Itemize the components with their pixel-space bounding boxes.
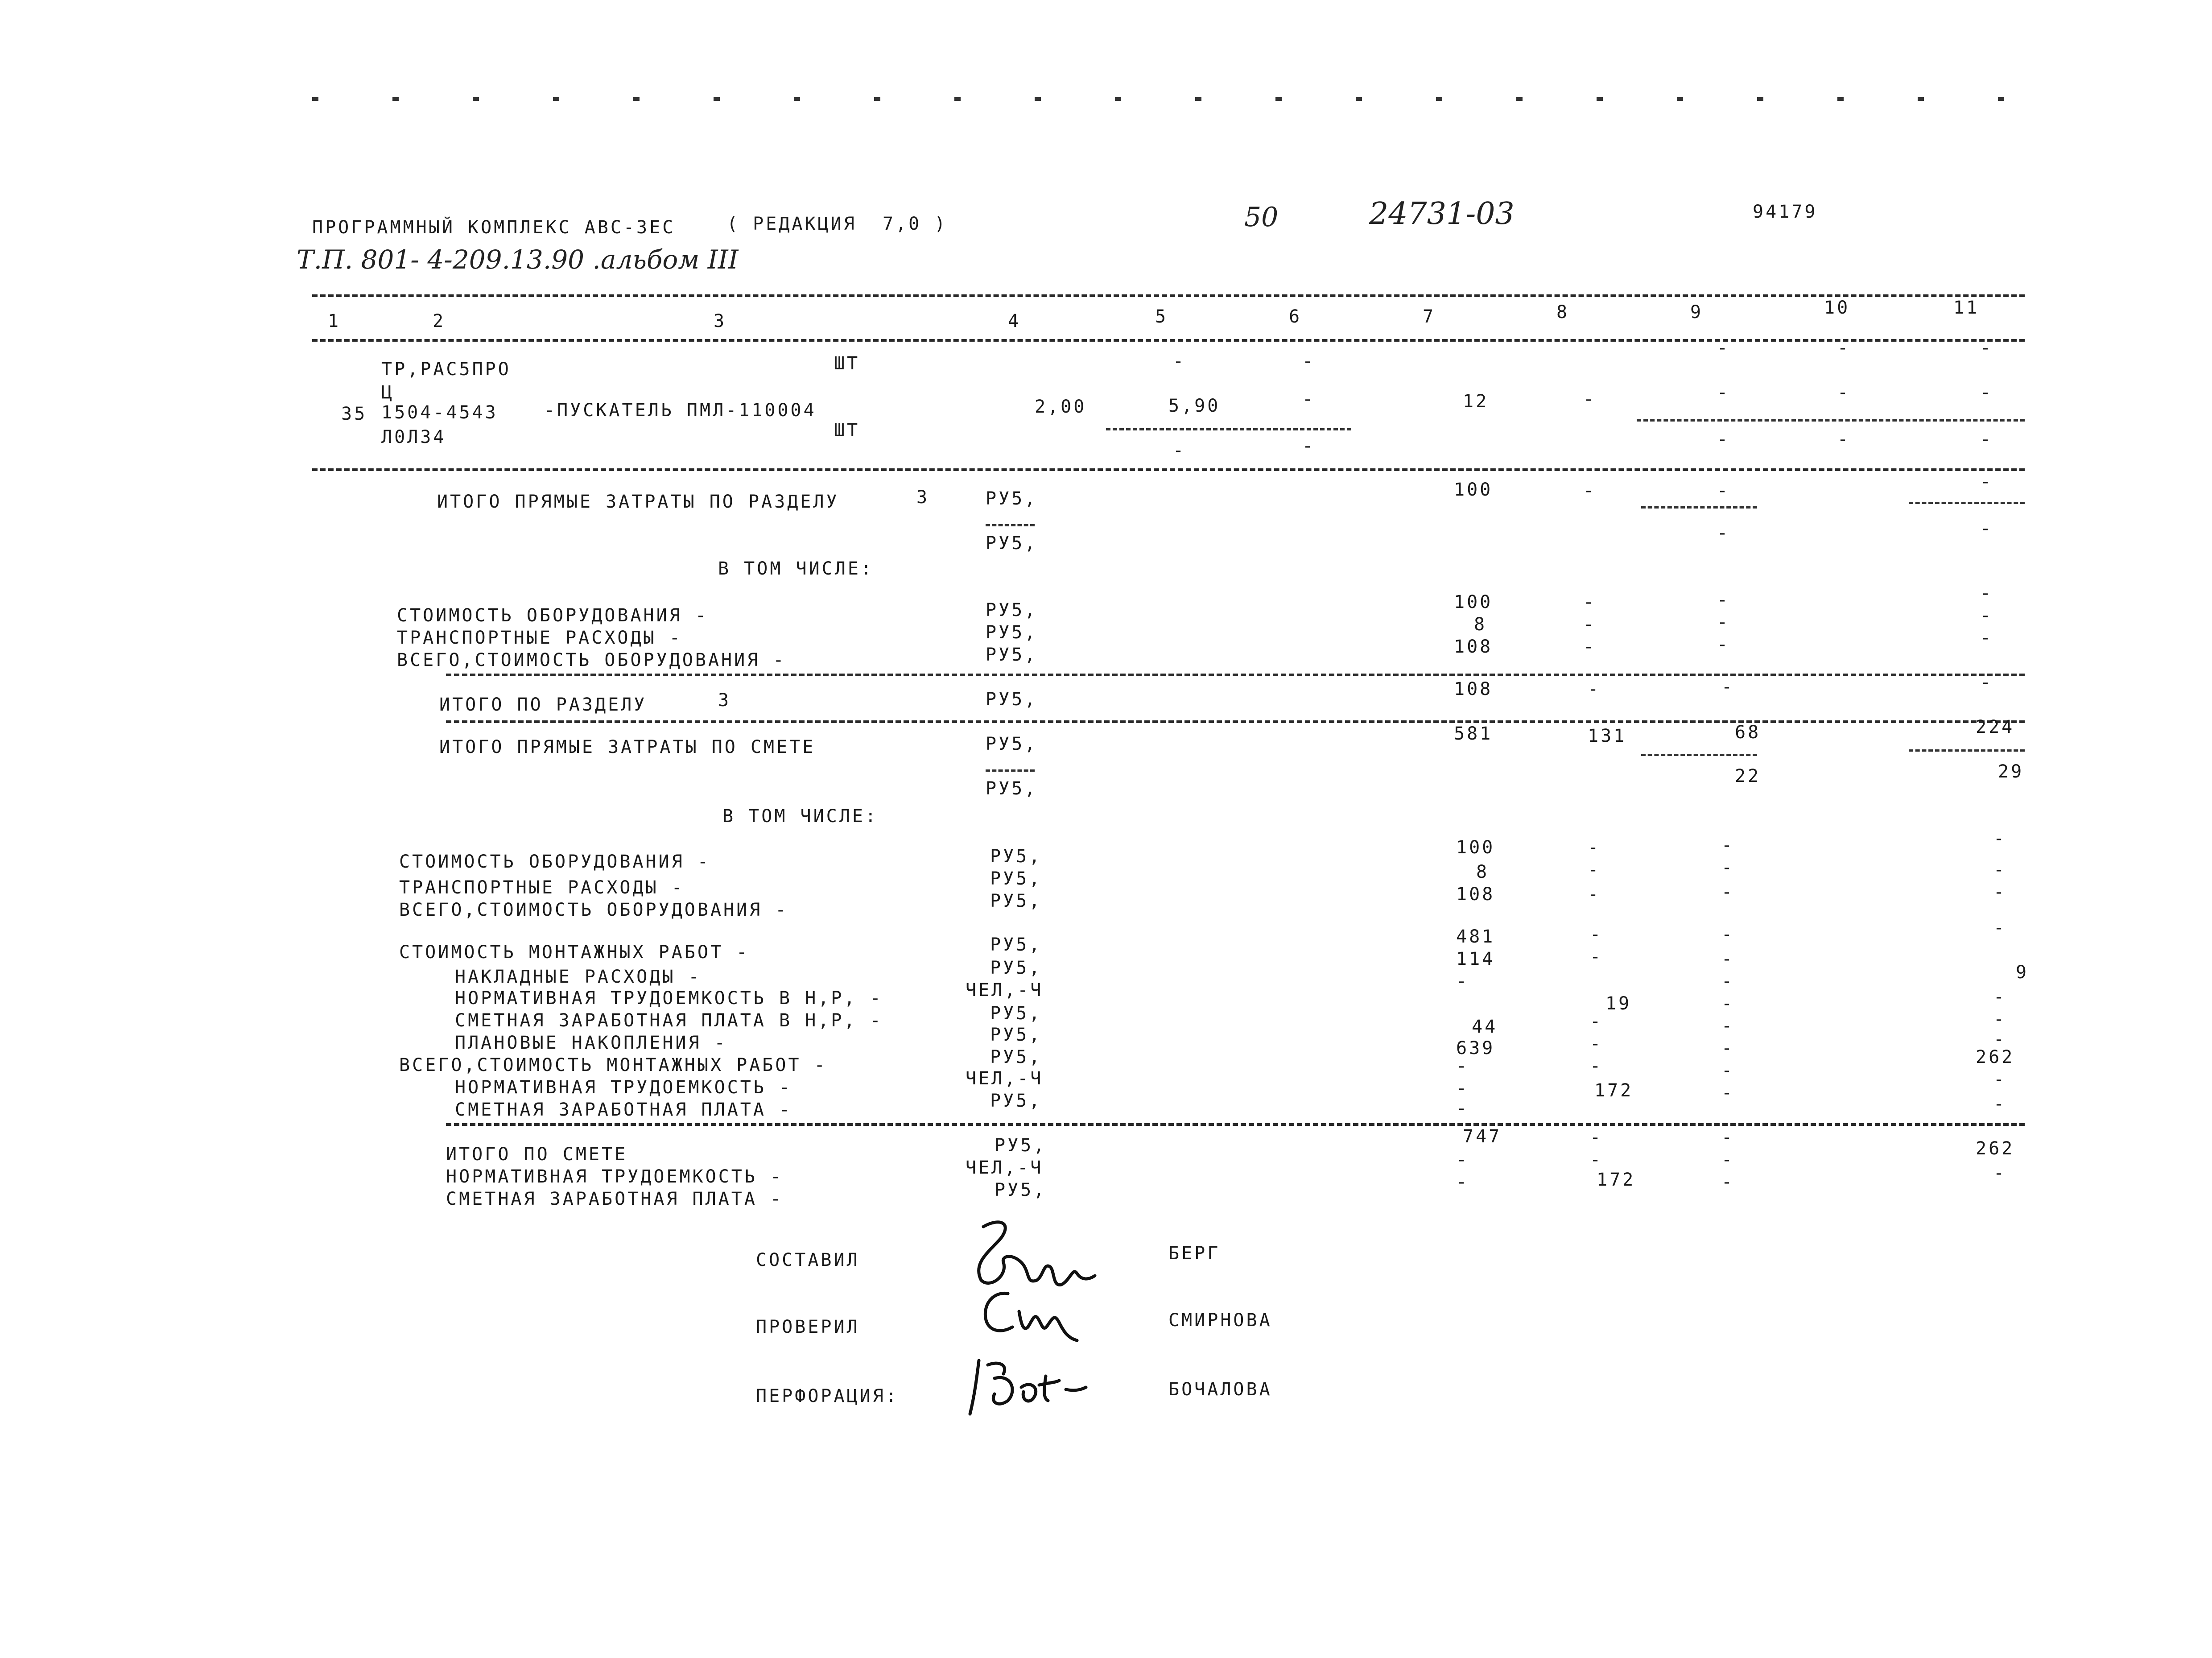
- row-label: ПЛАНОВЫЕ НАКОПЛЕНИЯ -: [455, 1033, 727, 1053]
- item-price: 5,90: [1168, 396, 1221, 416]
- subtotal-underline: [1641, 506, 1757, 509]
- value-col11: 224: [1976, 717, 2015, 737]
- row-label: НОРМАТИВНАЯ ТРУДОЕМКОСТЬ В Н,Р, -: [455, 988, 883, 1009]
- value-col11: -: [1993, 1094, 2007, 1114]
- dash-mark: -: [1980, 382, 1993, 403]
- value-col7: 114: [1456, 949, 1495, 969]
- perforation-dot: [1035, 97, 1041, 101]
- dash-mark: -: [1721, 835, 1735, 856]
- subtotal-underline: [986, 524, 1035, 526]
- dash-mark: -: [1721, 677, 1735, 697]
- perforation-dot: [553, 97, 559, 101]
- dash-mark: -: [1721, 1038, 1735, 1058]
- subtotal-underline: [1641, 754, 1757, 756]
- perforation-dot: [1516, 97, 1523, 101]
- section-total-label: ИТОГО ПРЯМЫЕ ЗАТРАТЫ ПО РАЗДЕЛУ: [437, 492, 839, 512]
- perforation-dot: [874, 97, 880, 101]
- dash-mark: -: [1721, 1083, 1735, 1103]
- row-label: ТРАНСПОРТНЫЕ РАСХОДЫ -: [399, 877, 685, 898]
- dash-mark: -: [1583, 614, 1597, 635]
- value-col11: 262: [1976, 1138, 2015, 1159]
- item-name: -ПУСКАТЕЛЬ ПМЛ-110004: [544, 400, 817, 421]
- section-total-value: 100: [1454, 480, 1493, 500]
- dash-mark: -: [1721, 857, 1735, 878]
- row-label: СМЕТНАЯ ЗАРАБОТНАЯ ПЛАТА В Н,Р, -: [455, 1010, 883, 1031]
- perforation-dot: [633, 97, 640, 101]
- value-col7: -: [1456, 1172, 1469, 1192]
- dash-mark: -: [1583, 592, 1597, 612]
- page-number: 50: [1244, 202, 1279, 233]
- value-col7: 639: [1456, 1038, 1495, 1058]
- dash-mark: -: [1837, 382, 1851, 403]
- dash-mark: -: [1721, 1149, 1735, 1170]
- value-col8: 131: [1588, 726, 1627, 746]
- signer-name: СМИРНОВА: [1168, 1310, 1272, 1331]
- dash-mark: -: [1721, 1127, 1735, 1148]
- column-header: 1: [328, 311, 341, 331]
- dash-mark: -: [1302, 389, 1316, 409]
- subtotal-underline: [1637, 419, 2025, 422]
- dash-mark: -: [1993, 828, 2007, 849]
- dash-mark: -: [1980, 672, 1993, 693]
- dash-mark: -: [1980, 583, 1993, 604]
- dash-mark: -: [1588, 679, 1601, 699]
- value-col8: -: [1590, 1056, 1603, 1076]
- row-label: СТОИМОСТЬ ОБОРУДОВАНИЯ -: [397, 605, 708, 626]
- signature-handwriting: [959, 1213, 1106, 1294]
- perforation-dot: [1115, 97, 1121, 101]
- dash-mark: -: [1980, 628, 1993, 648]
- value-col11: 9: [2016, 962, 2029, 983]
- row-label: СТОИМОСТЬ ОБОРУДОВАНИЯ -: [399, 852, 710, 872]
- item-name: ТР,РАС5ПРО: [381, 359, 511, 380]
- value-col11: 29: [1998, 761, 2024, 782]
- unit: РУ5,: [986, 488, 1038, 509]
- signature-role: СОСТАВИЛ: [756, 1250, 860, 1270]
- dash-mark: -: [1721, 1016, 1735, 1036]
- perforation-dot: [1275, 97, 1282, 101]
- column-header: 2: [433, 311, 446, 331]
- unit: РУ5,: [990, 868, 1042, 889]
- unit: ЧЕЛ,-Ч: [966, 980, 1044, 1001]
- dash-mark: -: [1173, 440, 1186, 461]
- value-col11: -: [1993, 1009, 2007, 1030]
- dash-mark: -: [1980, 605, 1993, 626]
- value-col9: 68: [1735, 722, 1761, 743]
- table-rule: [446, 1123, 2025, 1126]
- dash-mark: -: [1980, 471, 1993, 492]
- unit: РУ5,: [986, 533, 1038, 554]
- column-header: 4: [1008, 311, 1021, 331]
- dash-mark: -: [1721, 924, 1735, 945]
- perforation-dot: [1837, 97, 1844, 101]
- subtotal-underline: [1909, 502, 2025, 504]
- signature-handwriting: [977, 1285, 1084, 1347]
- value-col11: -: [1993, 918, 2007, 938]
- unit: РУ5,: [990, 1091, 1042, 1111]
- dash-mark: -: [1173, 351, 1186, 372]
- subtotal-underline: [1106, 428, 1351, 430]
- column-header: 10: [1824, 298, 1850, 318]
- dash-mark: -: [1717, 382, 1730, 403]
- item-unit: ШТ: [834, 420, 860, 441]
- unit: РУ5,: [986, 600, 1038, 620]
- perforation-dot: [1998, 97, 2004, 101]
- dash-mark: -: [1721, 949, 1735, 969]
- section-sum-value: 108: [1454, 679, 1493, 699]
- value-col11: -: [1993, 1069, 2007, 1090]
- subtotal-underline: [1909, 749, 2025, 752]
- dash-mark: -: [1837, 429, 1851, 450]
- unit: РУ5,: [986, 689, 1038, 710]
- perforation-dot: [1195, 97, 1201, 101]
- dash-mark: -: [1721, 882, 1735, 902]
- perforation-dot: [1597, 97, 1603, 101]
- signer-name: БОЧАЛОВА: [1168, 1379, 1272, 1400]
- dash-mark: -: [1717, 480, 1730, 501]
- row-value: 100: [1454, 592, 1493, 612]
- column-header: 7: [1423, 306, 1436, 327]
- value-col8: -: [1590, 947, 1603, 967]
- subtotal-underline: [986, 769, 1035, 772]
- perforation-dot: [714, 97, 720, 101]
- table-rule: [446, 674, 2025, 676]
- signature-role: ПРОВЕРИЛ: [756, 1317, 860, 1337]
- row-label: ИТОГО ПО СМЕТЕ: [446, 1144, 628, 1165]
- unit: РУ5,: [986, 778, 1038, 799]
- signer-name: БЕРГ: [1168, 1243, 1221, 1264]
- dash-mark: -: [1721, 1172, 1735, 1192]
- project-reference: Т.П. 801- 4-209.13.90 .альбом III: [297, 244, 739, 275]
- including-label: В ТОМ ЧИСЛЕ:: [722, 806, 878, 827]
- dash-mark: -: [1588, 884, 1601, 905]
- item-position: 35: [341, 404, 367, 424]
- column-header: 3: [714, 311, 727, 331]
- row-value: 8: [1476, 862, 1490, 882]
- table-rule: [312, 294, 2025, 297]
- dash-mark: -: [1993, 860, 2007, 880]
- unit: ЧЕЛ,-Ч: [966, 1158, 1044, 1178]
- value-col8: -: [1590, 1034, 1603, 1054]
- unit: РУ5,: [995, 1135, 1047, 1156]
- row-label: ВСЕГО,СТОИМОСТЬ ОБОРУДОВАНИЯ -: [399, 900, 788, 920]
- value-col7: 44: [1472, 1017, 1498, 1037]
- item-total: 12: [1463, 391, 1489, 412]
- row-value: 100: [1456, 837, 1495, 858]
- perforation-dot: [473, 97, 479, 101]
- dash-mark: -: [1302, 351, 1316, 372]
- dash-mark: -: [1583, 389, 1597, 409]
- row-label: НОРМАТИВНАЯ ТРУДОЕМКОСТЬ -: [446, 1166, 784, 1187]
- unit: РУ5,: [990, 1025, 1042, 1045]
- table-rule: [446, 720, 2025, 723]
- value-col8: 19: [1605, 993, 1632, 1014]
- value-col8: -: [1590, 924, 1603, 945]
- column-header: 6: [1289, 306, 1302, 327]
- row-label: ВСЕГО,СТОИМОСТЬ ОБОРУДОВАНИЯ -: [397, 650, 786, 670]
- row-label: ВСЕГО,СТОИМОСТЬ МОНТАЖНЫХ РАБОТ -: [399, 1055, 827, 1075]
- perforation-dot: [1918, 97, 1924, 101]
- dash-mark: -: [1721, 993, 1735, 1014]
- row-value: 8: [1474, 614, 1487, 635]
- value-col7: 481: [1456, 926, 1495, 947]
- value-col7: 747: [1463, 1126, 1502, 1147]
- item-unit: ШТ: [834, 353, 860, 374]
- program-title: ПРОГРАММНЫЙ КОМПЛЕКС АВС-3ЕС: [312, 217, 676, 238]
- row-label: ТРАНСПОРТНЫЕ РАСХОДЫ -: [397, 628, 682, 648]
- code-number: 94179: [1753, 202, 1818, 222]
- perforation-dot: [392, 97, 399, 101]
- dash-mark: -: [1583, 637, 1597, 657]
- unit: РУ5,: [990, 846, 1042, 867]
- dash-mark: -: [1717, 429, 1730, 450]
- perforation-dot: [312, 97, 318, 101]
- document-number: 24731-03: [1369, 196, 1515, 232]
- value-col8: -: [1590, 1127, 1603, 1148]
- estimate-direct-label: ИТОГО ПРЯМЫЕ ЗАТРАТЫ ПО СМЕТЕ: [439, 737, 816, 757]
- unit: РУ5,: [986, 734, 1038, 754]
- perforation-dot: [1436, 97, 1442, 101]
- dash-mark: -: [1588, 860, 1601, 880]
- value-col11: -: [1993, 1163, 2007, 1183]
- value-col7: -: [1456, 1149, 1469, 1170]
- signature-handwriting: [963, 1352, 1097, 1418]
- section-number: 3: [718, 690, 731, 711]
- dash-mark: -: [1588, 837, 1601, 858]
- dash-mark: -: [1302, 436, 1316, 456]
- value-col9: 22: [1735, 766, 1761, 786]
- dash-mark: -: [1993, 882, 2007, 902]
- value-col7: -: [1456, 971, 1469, 992]
- dash-mark: -: [1980, 518, 1993, 539]
- unit: РУ5,: [990, 934, 1042, 955]
- value-col7: -: [1456, 1078, 1469, 1099]
- table-rule: [312, 339, 2025, 342]
- column-header: 8: [1556, 302, 1570, 323]
- table-rule: [312, 468, 2025, 471]
- including-label: В ТОМ ЧИСЛЕ:: [718, 558, 874, 579]
- dash-mark: -: [1721, 1060, 1735, 1081]
- value-col8: 172: [1594, 1080, 1634, 1101]
- unit: РУ5,: [995, 1180, 1047, 1200]
- row-value: 108: [1456, 884, 1495, 905]
- perforation-dot: [1356, 97, 1362, 101]
- dash-mark: -: [1717, 612, 1730, 633]
- unit: РУ5,: [990, 1047, 1042, 1067]
- dash-mark: -: [1721, 971, 1735, 992]
- row-label: СМЕТНАЯ ЗАРАБОТНАЯ ПЛАТА -: [455, 1100, 792, 1120]
- edition: ( РЕДАКЦИЯ 7,0 ): [727, 214, 948, 234]
- unit: РУ5,: [986, 622, 1038, 643]
- dash-mark: -: [1717, 590, 1730, 610]
- section-number: 3: [916, 487, 930, 508]
- row-value: 108: [1454, 637, 1493, 657]
- value-col7: -: [1456, 1098, 1469, 1119]
- item-code: 1504-4543: [381, 402, 498, 423]
- dash-mark: -: [1717, 634, 1730, 655]
- perforation-dot: [794, 97, 800, 101]
- column-header: 11: [1953, 298, 1980, 318]
- value-col11: 262: [1976, 1047, 2015, 1067]
- row-label: СМЕТНАЯ ЗАРАБОТНАЯ ПЛАТА -: [446, 1189, 784, 1209]
- value-col7: 581: [1454, 724, 1493, 744]
- unit: РУ5,: [990, 891, 1042, 911]
- value-col7: -: [1456, 1056, 1469, 1076]
- unit: РУ5,: [990, 958, 1042, 978]
- unit: ЧЕЛ,-Ч: [966, 1068, 1044, 1089]
- perforation-dot: [1677, 97, 1683, 101]
- dash-mark: -: [1717, 338, 1730, 358]
- value-col11: -: [1993, 1029, 2007, 1050]
- unit: РУ5,: [986, 645, 1038, 665]
- section-sum-label: ИТОГО ПО РАЗДЕЛУ: [439, 695, 647, 715]
- dash-mark: -: [1980, 429, 1993, 450]
- row-label: СТОИМОСТЬ МОНТАЖНЫХ РАБОТ -: [399, 942, 750, 963]
- dash-mark: -: [1980, 338, 1993, 358]
- dash-mark: -: [1837, 338, 1851, 358]
- perforation-dot: [1757, 97, 1763, 101]
- item-name-continued: Ц: [381, 382, 395, 403]
- dash-mark: -: [1717, 523, 1730, 543]
- item-code-continued: Л0Л34: [381, 427, 446, 447]
- value-col11: -: [1993, 987, 2007, 1007]
- value-col8: 172: [1597, 1170, 1636, 1190]
- column-header: 5: [1155, 306, 1168, 327]
- row-label: НАКЛАДНЫЕ РАСХОДЫ -: [455, 967, 702, 987]
- value-col8: -: [1590, 1149, 1603, 1170]
- value-col8: -: [1590, 1011, 1603, 1032]
- dash-mark: -: [1583, 480, 1597, 501]
- unit: РУ5,: [990, 1003, 1042, 1024]
- perforation-dot: [954, 97, 961, 101]
- column-header: 9: [1690, 302, 1704, 323]
- item-quantity: 2,00: [1035, 397, 1087, 417]
- row-label: НОРМАТИВНАЯ ТРУДОЕМКОСТЬ -: [455, 1077, 792, 1098]
- signature-role: ПЕРФОРАЦИЯ:: [756, 1386, 899, 1406]
